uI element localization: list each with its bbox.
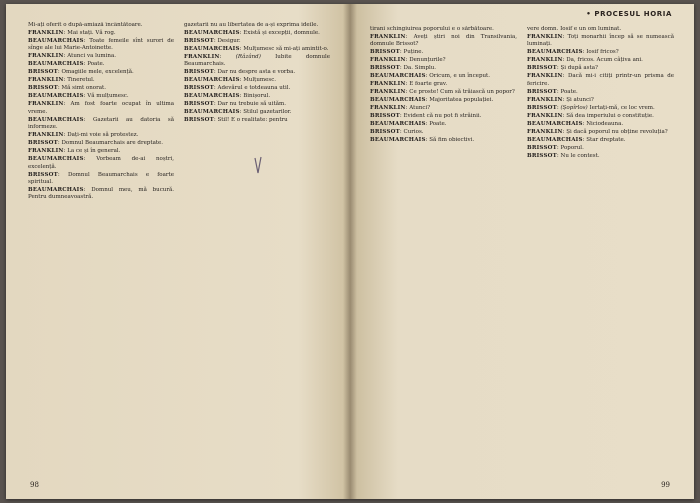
right-page-columns — [370, 26, 674, 478]
dialogue-line — [370, 26, 517, 33]
speaker-name: FRANKLIN — [28, 53, 64, 60]
line-text: Poporul. — [560, 144, 584, 151]
line-text: Mai stați. Vă rog. — [67, 30, 116, 36]
dialogue-line: BRISSOT: Omagiile mele, excelență. — [28, 69, 134, 76]
speaker-name: BRISSOT — [184, 69, 214, 76]
right-column-1 — [370, 26, 517, 478]
line-text: Vorbeam de-ai noștri, excelență. — [28, 156, 174, 170]
line-text: Iertați-mă, ce loc vrem. — [589, 104, 655, 111]
line-text: Majoritatea populației. — [429, 97, 494, 104]
line-text: vere domn. Iosif e un om luminat. — [527, 26, 622, 32]
dialogue-line — [527, 26, 674, 33]
line-text: Mulțumesc să mi-ați amintit-o. — [243, 46, 329, 52]
dialogue-line: FRANKLIN: Tineretul. — [28, 77, 95, 84]
speaker-name: FRANKLIN — [28, 148, 64, 155]
line-text: La ce și în general. — [67, 148, 121, 155]
dialogue-line: BRISSOT: Mă simt onorat. — [28, 85, 106, 92]
line-text: Mulțumesc. — [243, 77, 277, 84]
line-text: Dacă mi-i citiți printr-un prisma de fericire. — [527, 73, 674, 87]
speaker-name: FRANKLIN — [370, 57, 406, 64]
speaker-name: FRANKLIN — [184, 54, 220, 60]
speaker-name: FRANKLIN — [527, 57, 563, 64]
left-page-columns — [28, 22, 330, 474]
line-text: Aveți știri noi din Transilvania, domnule Brissot? — [370, 34, 517, 48]
dialogue-line: BEAUMARCHAIS: Există și excepții, domnule. — [184, 30, 320, 36]
dialogue-line: FRANKLIN: E foarte grav. — [370, 81, 448, 88]
dialogue-line: BRISSOT: Și după asta? — [527, 65, 598, 72]
dialogue-line: FRANKLIN: Să dea imperiului o constituție. — [527, 112, 654, 119]
stage-direction: (Șopîrlos) — [560, 104, 588, 111]
dialogue-line: FRANKLIN: Toți monarhii încep să se numească luminați. — [527, 34, 674, 48]
speaker-name: BRISSOT — [527, 104, 557, 111]
dialogue-line: BEAUMARCHAIS: Toate femeile sînt surori de sînge ale lui Marie-Antoinette. — [28, 38, 174, 52]
speaker-name: BRISSOT — [184, 117, 214, 124]
dialogue-line — [184, 22, 330, 29]
dialogue-line: BRISSOT: (Șopîrlos) Iertați-mă, ce loc vrem. — [527, 104, 655, 111]
speaker-name: BRISSOT — [370, 129, 400, 136]
dialogue-line: BEAUMARCHAIS: Majoritatea populației. — [370, 97, 494, 104]
speaker-name: BEAUMARCHAIS — [184, 77, 240, 84]
line-text: Star dreptate. — [586, 136, 626, 143]
speaker-name: BEAUMARCHAIS — [370, 73, 426, 80]
line-text: Iubite domnule Beaumarchais. — [184, 54, 330, 68]
line-text: Poate. — [87, 61, 105, 68]
line-text: Da, fricos. Acum câțiva ani. — [566, 57, 643, 64]
dialogue-line: BRISSOT: Domnul Beaumarchais e foarte spiritual. — [28, 171, 174, 186]
speaker-name: BEAUMARCHAIS — [527, 136, 583, 143]
line-text: Domnul meu, mă bucură. Pentru dumneavoastră. — [28, 187, 174, 201]
speaker-name: BRISSOT — [370, 49, 400, 56]
line-text: Puține. — [403, 49, 424, 56]
line-text: Nu le contest. — [560, 152, 600, 159]
line-text: Desigur. — [217, 38, 241, 44]
pencil-mark-icon — [254, 156, 262, 176]
dialogue-line: BRISSOT: Dar nu trebuie să uităm. — [184, 101, 286, 108]
dialogue-line: FRANKLIN: Atunci? — [370, 105, 431, 112]
line-text: Atunci? — [409, 105, 431, 112]
dialogue-line: FRANKLIN: Da, fricos. Acum câțiva ani. — [527, 57, 643, 64]
left-column-1 — [28, 22, 174, 474]
line-text: Da. Simplu. — [403, 65, 437, 72]
line-text: Domnul Beaumarchais are dreptate. — [61, 140, 164, 147]
line-text: Există și excepții, domnule. — [243, 30, 320, 36]
right-page-number: 99 — [661, 481, 670, 489]
line-text: Gazetarii au datoria să informeze. — [28, 116, 174, 131]
dialogue-line: BRISSOT: Curios. — [370, 129, 424, 136]
speaker-name: FRANKLIN — [527, 128, 563, 135]
dialogue-line: BEAUMARCHAIS: Gazetarii au datoria să informeze. — [28, 116, 174, 131]
line-text: Și dacă poporul nu obține revoluția? — [566, 128, 668, 135]
dialogue-line: BRISSOT: Stil! E o realitate: pentru — [184, 117, 288, 124]
speaker-name: BEAUMARCHAIS — [184, 46, 240, 52]
speaker-name: FRANKLIN — [370, 34, 406, 40]
line-text: Să fim obiectivi. — [429, 137, 475, 144]
running-head: • PROCESUL HORIA — [586, 10, 672, 18]
line-text: gazetarii nu au libertatea de a-și exprima ideile. — [184, 22, 319, 28]
line-text: Dați-mi voie să protestez. — [67, 132, 139, 139]
line-text: Iosif fricos? — [586, 49, 619, 56]
speaker-name: BEAUMARCHAIS — [527, 49, 583, 56]
line-text: Toți monarhii încep să se numească luminați. — [527, 34, 674, 48]
line-text: Niciodeauna. — [586, 120, 624, 127]
dialogue-line: FRANKLIN: Aveți știri noi din Transilvania, domnule Brissot? — [370, 34, 517, 48]
dialogue-line: BEAUMARCHAIS: Niciodeauna. — [527, 120, 624, 127]
speaker-name: BRISSOT — [184, 101, 214, 108]
speaker-name: FRANKLIN — [28, 101, 64, 108]
dialogue-line: FRANKLIN: Denunțurile? — [370, 57, 446, 64]
line-text: Omagiile mele, excelență. — [61, 69, 134, 76]
dialogue-line: BRISSOT: Poporul. — [527, 144, 584, 151]
line-text: Dar nu despre asta e vorba. — [217, 69, 296, 76]
speaker-name: FRANKLIN — [28, 30, 64, 36]
line-text: Atunci va lumina. — [67, 53, 116, 60]
speaker-name: BEAUMARCHAIS — [184, 93, 240, 100]
speaker-name: FRANKLIN — [527, 96, 563, 103]
speaker-name: BRISSOT — [527, 144, 557, 151]
left-column-2 — [184, 22, 330, 474]
speaker-name: BRISSOT — [28, 85, 58, 92]
speaker-name: BEAUMARCHAIS — [28, 156, 84, 163]
line-text: Și atunci? — [566, 96, 594, 103]
line-text: Adevărul e totdeauna util. — [217, 85, 291, 92]
dialogue-line: BRISSOT: Da. Simplu. — [370, 65, 437, 72]
line-text: Mi-ați oferit o după-amiază încântătoare. — [28, 22, 143, 28]
line-text: Tineretul. — [67, 77, 95, 84]
dialogue-line: BRISSOT: Desigur. — [184, 38, 241, 44]
speaker-name: FRANKLIN — [527, 73, 563, 80]
speaker-name: BRISSOT — [28, 171, 58, 178]
line-text: E foarte grav. — [409, 81, 448, 88]
line-text: Să dea imperiului o constituție. — [566, 112, 654, 119]
line-text: Stil! E o realitate: pentru — [217, 117, 288, 124]
line-text: tirani schingiuirea poporului e o sărbătoare. — [370, 26, 494, 32]
line-text: Stilul gazetarilor. — [243, 109, 292, 116]
right-column-2 — [527, 26, 674, 478]
line-text: Vă mulțumesc. — [87, 93, 129, 100]
dialogue-line: BEAUMARCHAIS: Să fim obiectivi. — [370, 137, 475, 144]
dialogue-line: BRISSOT: Adevărul e totdeauna util. — [184, 85, 291, 92]
line-text: Poate. — [429, 121, 447, 128]
line-text: Binișorul. — [243, 93, 271, 100]
dialogue-line: BEAUMARCHAIS: Star dreptate. — [527, 136, 626, 143]
line-text: Am fost foarte ocupat în ultima vreme. — [28, 101, 174, 115]
speaker-name: BRISSOT — [527, 65, 557, 72]
dialogue-line: BEAUMARCHAIS: Binișorul. — [184, 93, 271, 100]
speaker-name: FRANKLIN — [28, 77, 64, 84]
speaker-name: BRISSOT — [527, 152, 557, 159]
line-text: Mă simt onorat. — [61, 85, 106, 92]
dialogue-line: BEAUMARCHAIS: Oricum, e un început. — [370, 73, 490, 80]
speaker-name: FRANKLIN — [527, 34, 563, 40]
left-page — [6, 4, 350, 499]
dialogue-line: FRANKLIN: Dacă mi-i citiți printr-un prisma de fericire. — [527, 73, 674, 87]
dialogue-line: BEAUMARCHAIS: Poate. — [370, 121, 447, 128]
line-text: Poate. — [560, 88, 578, 95]
speaker-name: FRANKLIN — [527, 112, 563, 119]
dialogue-line: BRISSOT: Evident că nu pot fi străinii. — [370, 113, 482, 120]
dialogue-line: BRISSOT: Dar nu despre asta e vorba. — [184, 69, 296, 76]
open-book-spread — [6, 4, 694, 499]
dialogue-line: BEAUMARCHAIS: Mulțumesc. — [184, 77, 277, 84]
line-text: Toate femeile sînt surori de sînge ale lui Marie-Antoinette. — [28, 38, 174, 52]
dialogue-line: FRANKLIN: Am fost foarte ocupat în ultima vreme. — [28, 101, 174, 115]
line-text: Și după asta? — [560, 65, 598, 72]
line-text: Domnul Beaumarchais e foarte spiritual. — [28, 171, 174, 186]
dialogue-line: BRISSOT: Nu le contest. — [527, 152, 600, 159]
dialogue-line: FRANKLIN: Atunci va lumina. — [28, 53, 116, 60]
line-text: Evident că nu pot fi străinii. — [403, 113, 482, 120]
line-text: Denunțurile? — [409, 57, 446, 64]
dialogue-line: FRANKLIN: Și atunci? — [527, 96, 594, 103]
dialogue-line: BEAUMARCHAIS: Poate. — [28, 61, 105, 68]
dialogue-line: BRISSOT: Domnul Beaumarchais are dreptate. — [28, 140, 164, 147]
speaker-name: BEAUMARCHAIS — [370, 97, 426, 104]
speaker-name: BRISSOT — [370, 113, 400, 120]
speaker-name: BRISSOT — [527, 88, 557, 95]
dialogue-line: FRANKLIN: (Râzând) Iubite domnule Beaumarchais. — [184, 54, 330, 68]
speaker-name: BEAUMARCHAIS — [527, 120, 583, 127]
speaker-name: BEAUMARCHAIS — [28, 93, 84, 100]
dialogue-line: BEAUMARCHAIS: Domnul meu, mă bucură. Pentru dumneavoastră. — [28, 187, 174, 201]
line-text: Ce proste! Cum să trăiască un popor? — [409, 89, 515, 96]
right-page — [350, 4, 694, 499]
dialogue-line: BRISSOT: Poate. — [527, 88, 578, 95]
dialogue-line: FRANKLIN: Și dacă poporul nu obține revoluția? — [527, 128, 668, 135]
dialogue-line: BEAUMARCHAIS: Iosif fricos? — [527, 49, 619, 56]
speaker-name: BEAUMARCHAIS — [184, 109, 240, 116]
speaker-name: BRISSOT — [28, 140, 58, 147]
speaker-name: BEAUMARCHAIS — [370, 137, 426, 144]
speaker-name: BEAUMARCHAIS — [28, 61, 84, 68]
speaker-name: BEAUMARCHAIS — [184, 30, 240, 36]
speaker-name: BRISSOT — [370, 65, 400, 72]
speaker-name: FRANKLIN — [370, 105, 406, 112]
dialogue-line: FRANKLIN: Dați-mi voie să protestez. — [28, 132, 139, 139]
speaker-name: BRISSOT — [184, 85, 214, 92]
stage-direction: (Râzând) — [235, 54, 261, 60]
dialogue-line: BEAUMARCHAIS: Vorbeam de-ai noștri, excelență. — [28, 156, 174, 170]
dialogue-line: BEAUMARCHAIS: Mulțumesc să mi-ați amintit-o. — [184, 46, 329, 52]
line-text: Oricum, e un început. — [429, 73, 490, 80]
speaker-name: BEAUMARCHAIS — [28, 116, 84, 123]
dialogue-line: BRISSOT: Puține. — [370, 49, 424, 56]
line-text: Dar nu trebuie să uităm. — [217, 101, 286, 108]
dialogue-line — [28, 22, 174, 29]
speaker-name: BRISSOT — [184, 38, 214, 44]
dialogue-line: BEAUMARCHAIS: Vă mulțumesc. — [28, 93, 129, 100]
speaker-name: BEAUMARCHAIS — [28, 38, 84, 44]
speaker-name: BRISSOT — [28, 69, 58, 76]
speaker-name: FRANKLIN — [370, 89, 406, 96]
dialogue-line: FRANKLIN: La ce și în general. — [28, 148, 121, 155]
speaker-name: BEAUMARCHAIS — [28, 187, 84, 194]
dialogue-line: FRANKLIN: Mai stați. Vă rog. — [28, 30, 116, 36]
left-page-number: 98 — [30, 481, 39, 489]
speaker-name: BEAUMARCHAIS — [370, 121, 426, 128]
speaker-name: FRANKLIN — [28, 132, 64, 139]
dialogue-line: FRANKLIN: Ce proste! Cum să trăiască un popor? — [370, 89, 515, 96]
speaker-name: FRANKLIN — [370, 81, 406, 88]
dialogue-line: BEAUMARCHAIS: Stilul gazetarilor. — [184, 109, 292, 116]
line-text: Curios. — [403, 129, 424, 136]
